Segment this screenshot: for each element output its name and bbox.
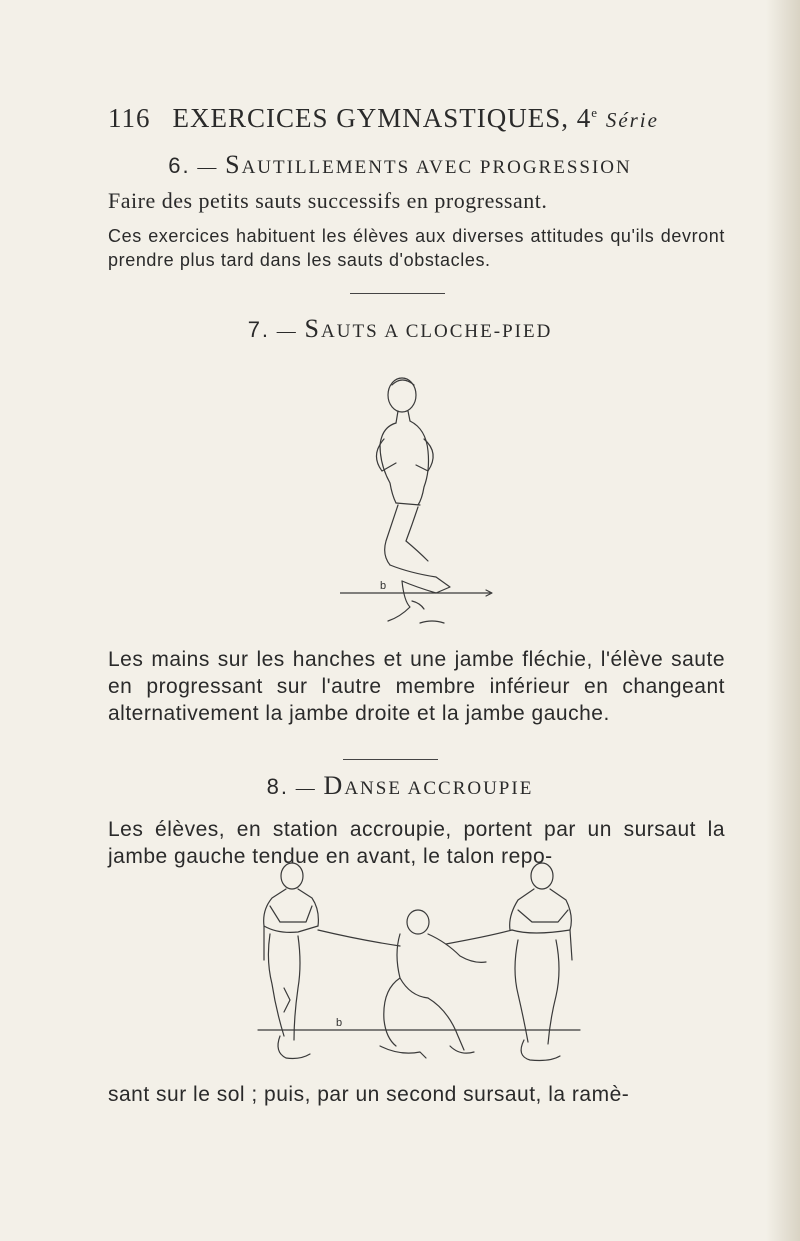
page-number: 116 [108, 103, 151, 133]
running-header [108, 103, 708, 134]
figure-7-label: b [380, 580, 387, 592]
figure-8-label: b [336, 1017, 343, 1029]
section-6-lead: Faire des petits sauts successifs en progressant. [108, 188, 548, 213]
section-8-text-after: sant sur le sol ; puis, par un second sursaut, la ramè- [108, 1083, 630, 1106]
section-8-text-before: Les élèves, en station accroupie, portent par un sursaut la jambe gauche tendue en avant, le talon repo- [108, 818, 725, 868]
header-series: Série [605, 108, 659, 132]
section-6-title: 6. — SAUTILLEMENTS AVEC PROGRESSION [168, 150, 632, 179]
header-title: EXERCICES GYMNASTIQUES, 4 [172, 103, 592, 133]
page-edge-shadow [766, 0, 800, 1241]
crouch-dance-illustration [250, 860, 590, 1075]
section-7-title: 7. — SAUTS A CLOCHE-PIED [247, 314, 553, 343]
section-7-text: Les mains sur les hanches et une jambe fléchie, l'élève saute en progressant sur l'autre membre inférieur en changeant alternativement la jambe droite et la jambe gauche. [108, 648, 725, 725]
hopping-figure-illustration [340, 355, 510, 625]
section-divider [350, 293, 445, 294]
section-6-text: Ces exercices habituent les élèves aux diverses attitudes qu'ils devront prendre plus tard dans les sauts d'obstacles. [108, 226, 725, 270]
section-8-title: 8. — DANSE ACCROUPIE [266, 771, 534, 800]
header-title-sup: e [591, 105, 599, 120]
section-divider [343, 759, 438, 760]
